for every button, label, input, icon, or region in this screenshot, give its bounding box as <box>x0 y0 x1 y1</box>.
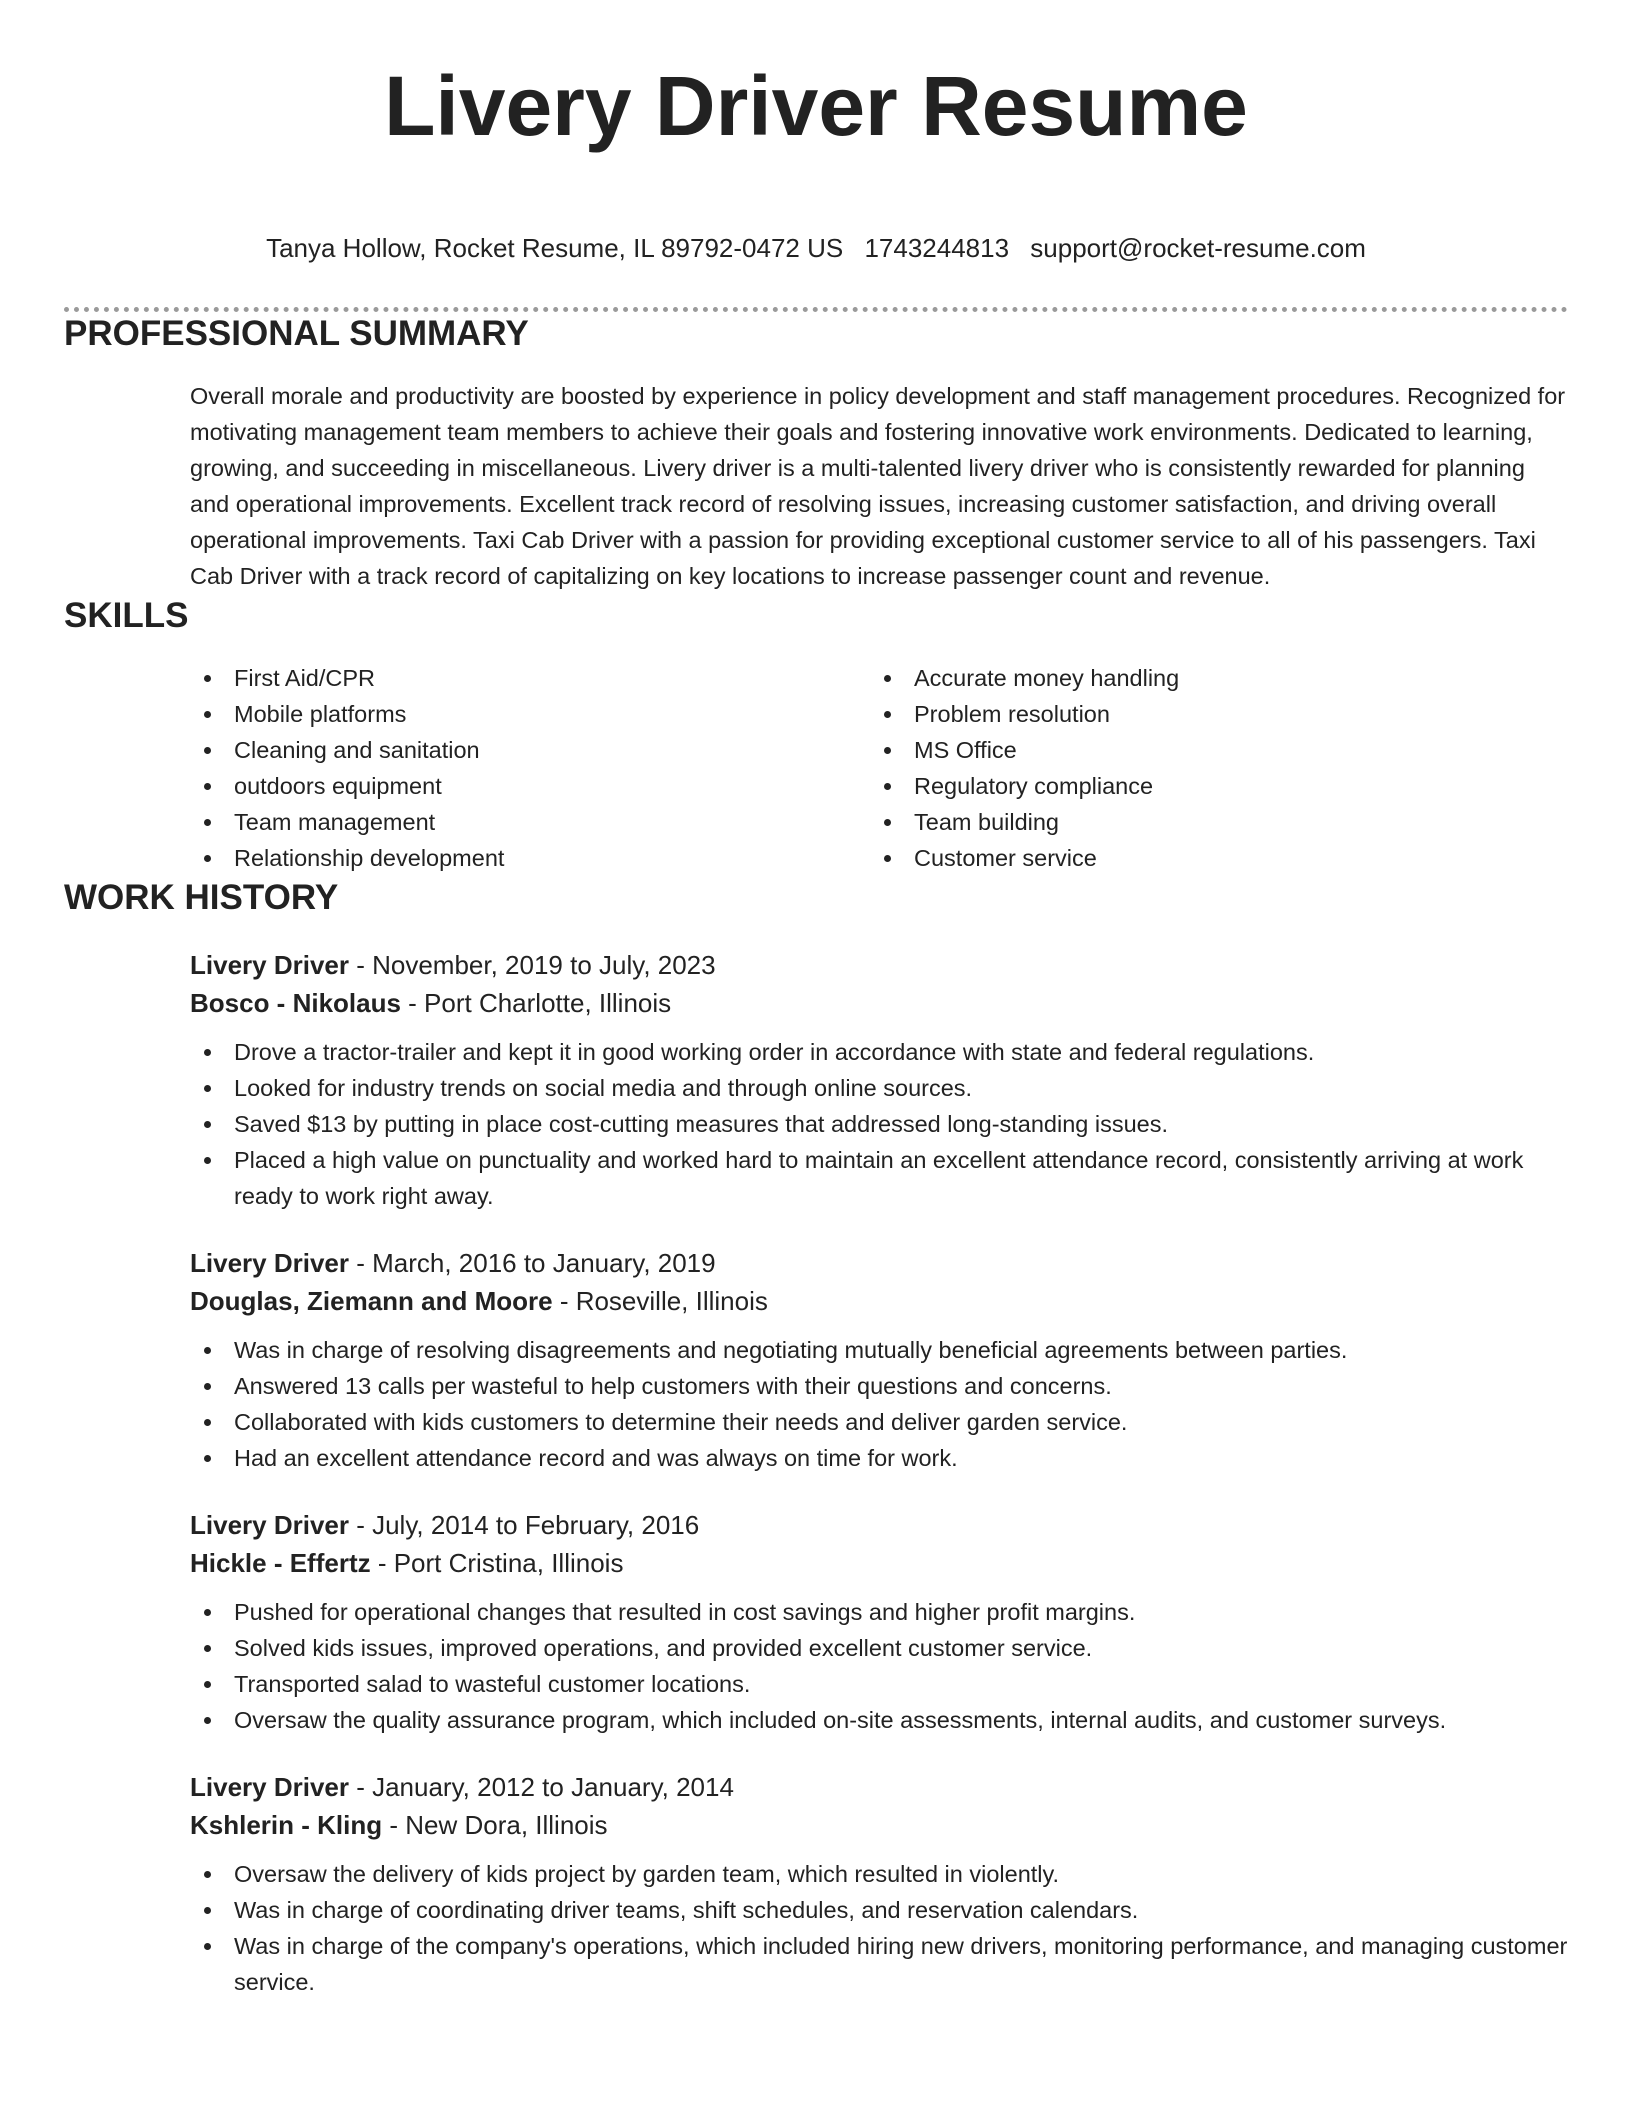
job-location: - Port Charlotte, Illinois <box>400 988 672 1018</box>
job-title-line <box>190 1244 1568 1282</box>
skills-list <box>190 660 1568 876</box>
duty-item: Was in charge of coordinating driver teams, shift schedules, and reservation calendars. <box>190 1892 1568 1928</box>
skills-column-left <box>190 660 870 876</box>
job-location: - New Dora, Illinois <box>382 1810 608 1840</box>
summary-text: Overall morale and productivity are boosted by experience in policy development and staff management procedures. Recognized for motivating management team members to achieve their goals and fostering innovative work environments. Dedicated to learning, growing, and succeeding in miscellaneous. Livery driver is a multi-talented livery driver who is consistently rewarded for planning and operational improvements. Excellent track record of resolving issues, increasing customer satisfaction, and driving overall operational improvements. Taxi Cab Driver with a passion for providing exceptional customer service to all of his passengers. Taxi Cab Driver with a track record of capitalizing on key locations to increase passenger count and revenue. <box>190 383 1566 589</box>
job-title: Livery Driver <box>190 1510 349 1540</box>
skill-item: Problem resolution <box>870 696 1550 732</box>
duty-item: Was in charge of resolving disagreements and negotiating mutually beneficial agreements between parties. <box>190 1332 1568 1368</box>
duty-item: Solved kids issues, improved operations, and provided excellent customer service. <box>190 1630 1568 1666</box>
duty-item: Placed a high value on punctuality and worked hard to maintain an excellent attendance record, consistently arriving at work ready to work right away. <box>190 1142 1568 1214</box>
duty-item: Had an excellent attendance record and was always on time for work. <box>190 1440 1568 1476</box>
job-title-line <box>190 1768 1568 1806</box>
skills-heading: SKILLS <box>64 596 189 635</box>
duty-item: Transported salad to wasteful customer locations. <box>190 1666 1568 1702</box>
duty-item: Collaborated with kids customers to determine their needs and deliver garden service. <box>190 1404 1568 1440</box>
job-company: Hickle - Effertz <box>190 1548 371 1578</box>
contact-address: Tanya Hollow, Rocket Resume, IL 89792-0472 US <box>266 233 844 263</box>
summary-heading: PROFESSIONAL SUMMARY <box>64 314 529 353</box>
duty-item: Answered 13 calls per wasteful to help customers with their questions and concerns. <box>190 1368 1568 1404</box>
job-company-line <box>190 1806 1568 1844</box>
job-company: Kshlerin - Kling <box>190 1810 383 1840</box>
job-company-line <box>190 1282 1568 1320</box>
duty-item: Oversaw the delivery of kids project by garden team, which resulted in violently. <box>190 1856 1568 1892</box>
job-location: - Roseville, Illinois <box>552 1286 768 1316</box>
job-title-line <box>190 1506 1568 1544</box>
job-title: Livery Driver <box>190 950 349 980</box>
job-company-line <box>190 984 1568 1022</box>
job-duties <box>190 1856 1568 2000</box>
job-entry <box>190 946 1568 1214</box>
skill-item: MS Office <box>870 732 1550 768</box>
skill-item: Mobile platforms <box>190 696 870 732</box>
skill-item: Accurate money handling <box>870 660 1550 696</box>
job-entry <box>190 1244 1568 1476</box>
job-dates: - July, 2014 to February, 2016 <box>348 1510 700 1540</box>
contact-email: support@rocket-resume.com <box>1030 233 1366 263</box>
duty-item: Was in charge of the company's operations, which included hiring new drivers, monitoring performance, and managing customer service. <box>190 1928 1568 2000</box>
skill-item: First Aid/CPR <box>190 660 870 696</box>
job-title: Livery Driver <box>190 1248 349 1278</box>
job-location: - Port Cristina, Illinois <box>370 1548 624 1578</box>
job-company: Douglas, Ziemann and Moore <box>190 1286 553 1316</box>
job-company: Bosco - Nikolaus <box>190 988 401 1018</box>
contact-line <box>64 232 1568 264</box>
job-company-line <box>190 1544 1568 1582</box>
job-title: Livery Driver <box>190 1772 349 1802</box>
skill-item: Customer service <box>870 840 1550 876</box>
duty-item: Oversaw the quality assurance program, which included on-site assessments, internal audits, and customer surveys. <box>190 1702 1568 1738</box>
skill-item: outdoors equipment <box>190 768 870 804</box>
duty-item: Saved $13 by putting in place cost-cutting measures that addressed long-standing issues. <box>190 1106 1568 1142</box>
duty-item: Drove a tractor-trailer and kept it in good working order in accordance with state and federal regulations. <box>190 1034 1568 1070</box>
job-entry <box>190 1768 1568 2000</box>
resume-title: Livery Driver Resume <box>384 59 1248 153</box>
job-entry <box>190 1506 1568 1738</box>
duty-item: Pushed for operational changes that resulted in cost savings and higher profit margins. <box>190 1594 1568 1630</box>
job-dates: - November, 2019 to July, 2023 <box>348 950 716 980</box>
job-duties <box>190 1332 1568 1476</box>
skill-item: Relationship development <box>190 840 870 876</box>
job-title-line <box>190 946 1568 984</box>
skill-item: Team building <box>870 804 1550 840</box>
duty-item: Looked for industry trends on social media and through online sources. <box>190 1070 1568 1106</box>
job-dates: - January, 2012 to January, 2014 <box>348 1772 734 1802</box>
skill-item: Cleaning and sanitation <box>190 732 870 768</box>
job-dates: - March, 2016 to January, 2019 <box>348 1248 716 1278</box>
skill-item: Team management <box>190 804 870 840</box>
contact-phone: 1743244813 <box>864 233 1010 263</box>
skills-column-right <box>870 660 1550 876</box>
job-duties <box>190 1034 1568 1214</box>
skill-item: Regulatory compliance <box>870 768 1550 804</box>
work-history-heading: WORK HISTORY <box>64 878 339 917</box>
job-duties <box>190 1594 1568 1738</box>
